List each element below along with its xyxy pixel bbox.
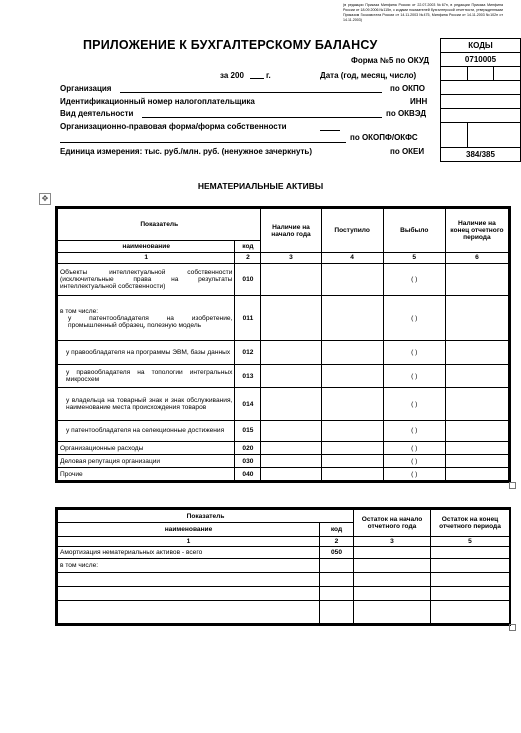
t2-start-header: Остаток на начало отчетного года xyxy=(354,510,431,537)
cell-end[interactable] xyxy=(445,388,508,420)
table-row xyxy=(58,455,509,468)
cell-out[interactable]: ( ) xyxy=(383,296,445,341)
t1-colnum: 1 xyxy=(58,253,235,264)
org-line[interactable] xyxy=(120,92,382,93)
row-code: 011 xyxy=(235,296,261,341)
cell-out[interactable]: ( ) xyxy=(383,468,445,481)
row-code: 040 xyxy=(235,468,261,481)
cell-end[interactable] xyxy=(431,559,510,573)
table-row xyxy=(58,364,509,388)
row-code[interactable] xyxy=(320,573,354,587)
cell-start[interactable] xyxy=(261,341,321,365)
cell-out[interactable]: ( ) xyxy=(383,341,445,365)
row-code[interactable] xyxy=(320,587,354,601)
cell-start[interactable] xyxy=(354,587,431,601)
cell-in[interactable] xyxy=(321,442,383,455)
table-row xyxy=(58,547,510,559)
table-row xyxy=(58,341,509,365)
row-code: 014 xyxy=(235,388,261,420)
table-row xyxy=(58,601,510,624)
table-row xyxy=(58,388,509,420)
t1-colnum: 4 xyxy=(321,253,383,264)
table-row xyxy=(58,587,510,601)
cell-end[interactable] xyxy=(445,468,508,481)
table-resize-handle[interactable] xyxy=(509,624,516,631)
cell-start[interactable] xyxy=(354,573,431,587)
cell-end[interactable] xyxy=(431,601,510,624)
org-label: Организация xyxy=(60,84,112,93)
t2-end-header: Остаток на конец отчетного периода xyxy=(431,510,510,537)
row-code: 013 xyxy=(235,364,261,388)
cell-in[interactable] xyxy=(321,263,383,295)
cell-out[interactable]: ( ) xyxy=(383,263,445,295)
t1-indicator-header: Показатель xyxy=(58,209,261,241)
cell-in[interactable] xyxy=(321,364,383,388)
row-code: 050 xyxy=(320,547,354,559)
t2-colnum: 1 xyxy=(58,537,320,547)
page-title: ПРИЛОЖЕНИЕ К БУХГАЛТЕРСКОМУ БАЛАНСУ xyxy=(83,38,378,52)
table-row xyxy=(58,468,509,481)
cell-end[interactable] xyxy=(431,547,510,559)
t1-colnum: 2 xyxy=(235,253,261,264)
legal-form-label: Организационно-правовая форма/форма собственности xyxy=(60,122,287,131)
cell-end[interactable] xyxy=(445,420,508,442)
cell-in[interactable] xyxy=(321,455,383,468)
table-row xyxy=(58,573,510,587)
date-year-cell[interactable] xyxy=(441,67,468,81)
cell-end[interactable] xyxy=(445,263,508,295)
row-name: Прочие xyxy=(58,468,235,481)
okei-code[interactable]: 384/385 xyxy=(441,148,521,162)
cell-start[interactable] xyxy=(354,559,431,573)
cell-in[interactable] xyxy=(321,420,383,442)
table-row xyxy=(58,442,509,455)
row-code: 015 xyxy=(235,420,261,442)
row-subheading: в том числе: xyxy=(60,307,99,315)
row-name[interactable] xyxy=(58,587,320,601)
cell-out[interactable]: ( ) xyxy=(383,364,445,388)
cell-start[interactable] xyxy=(261,364,321,388)
cell-start[interactable] xyxy=(354,601,431,624)
table-resize-handle[interactable] xyxy=(509,482,516,489)
units-label: Единица измерения: тыс. руб./млн. руб. (ненужное зачеркнуть) xyxy=(60,147,312,156)
cell-start[interactable] xyxy=(354,547,431,559)
t2-colnum: 3 xyxy=(354,537,431,547)
row-name: Амортизация нематериальных активов - всего xyxy=(58,547,320,559)
row-name: Организационные расходы xyxy=(58,442,235,455)
row-name[interactable] xyxy=(58,601,320,624)
cell-out[interactable]: ( ) xyxy=(383,388,445,420)
table-row xyxy=(58,296,509,341)
okved-cell[interactable] xyxy=(441,109,521,123)
t1-colnum: 6 xyxy=(445,253,508,264)
cell-start[interactable] xyxy=(261,263,321,295)
row-name: у патентообладателя на селекционные достижения xyxy=(58,420,235,442)
t1-name-header: наименование xyxy=(58,241,235,253)
row-subname: у патентообладателя на изобретение, промышленный образец, полезную модель xyxy=(68,314,233,329)
cell-in[interactable] xyxy=(321,296,383,341)
t1-colnum: 5 xyxy=(383,253,445,264)
okved-label: по ОКВЭД xyxy=(386,109,427,118)
okei-label: по ОКЕИ xyxy=(390,147,425,156)
cell-in[interactable] xyxy=(321,468,383,481)
cell-start[interactable] xyxy=(261,455,321,468)
cell-start[interactable] xyxy=(261,296,321,341)
t2-name-header: наименование xyxy=(58,523,320,537)
row-code: 020 xyxy=(235,442,261,455)
codes-header: КОДЫ xyxy=(441,39,521,53)
cell-end[interactable] xyxy=(445,296,508,341)
cell-end[interactable] xyxy=(431,587,510,601)
regulation-note: (в редакции Приказа Минфина России от 22.07.2003 №67н, в редакции Приказа Минфина России от 18.09.2006 №115н, с кодами показателей бухгалтерской отчетности, утвержденными Приказом Госкомстата России от 14.11.2003 №475, Минфина России от 14.11.2003 №102н от 14.11.2003) xyxy=(343,3,503,22)
t2-code-header: код xyxy=(320,523,354,537)
t1-colnum: 3 xyxy=(261,253,321,264)
inn-description: Идентификационный номер налогоплательщика xyxy=(60,97,255,106)
t1-out-header: Выбыло xyxy=(383,209,445,253)
cell-end[interactable] xyxy=(445,364,508,388)
cell-start[interactable] xyxy=(261,442,321,455)
t1-end-header: Наличие на конец отчетного периода xyxy=(445,209,508,253)
codes-grid xyxy=(440,38,521,162)
inn-label: ИНН xyxy=(410,97,428,106)
row-code: 010 xyxy=(235,263,261,295)
cell-out[interactable]: ( ) xyxy=(383,420,445,442)
okud-code[interactable]: 0710005 xyxy=(441,53,521,67)
intangible-assets-table xyxy=(55,206,511,483)
cell-end[interactable] xyxy=(445,455,508,468)
okopf-label: по ОКОПФ/ОКФС xyxy=(350,133,418,142)
section-title: НЕМАТЕРИАЛЬНЫЕ АКТИВЫ xyxy=(197,181,324,191)
cell-in[interactable] xyxy=(321,341,383,365)
cell-out[interactable]: ( ) xyxy=(383,442,445,455)
row-name xyxy=(58,296,235,341)
row-name: у правообладателя на топологии интегральных микросхем xyxy=(58,364,235,388)
table-row xyxy=(58,263,509,295)
period-year-line[interactable] xyxy=(250,78,264,79)
okopf-cell[interactable] xyxy=(441,123,468,148)
amortization-table xyxy=(55,507,511,626)
cell-end[interactable] xyxy=(445,442,508,455)
cell-end[interactable] xyxy=(431,573,510,587)
cell-out[interactable]: ( ) xyxy=(383,455,445,468)
cell-in[interactable] xyxy=(321,388,383,420)
row-name: Объекты интеллектуальной собственности (исключительные права на результаты интеллектуальной собственности) xyxy=(58,263,235,295)
okpo-label: по ОКПО xyxy=(390,84,426,93)
period-prefix: за 200 xyxy=(220,71,244,80)
activity-label: Вид деятельности xyxy=(60,109,134,118)
inn-cell[interactable] xyxy=(441,95,521,109)
row-name: у владельца на товарный знак и знак обслуживания, наименование места происхождения товаров xyxy=(58,388,235,420)
activity-line[interactable] xyxy=(142,117,382,118)
okpo-cell[interactable] xyxy=(441,81,521,95)
row-code[interactable] xyxy=(320,601,354,624)
row-name: у правообладателя на программы ЭВМ, базы данных xyxy=(58,341,235,365)
row-code: 030 xyxy=(235,455,261,468)
move-handle-icon[interactable]: ✥ xyxy=(39,193,51,205)
date-day-cell[interactable] xyxy=(494,67,521,81)
row-name[interactable] xyxy=(58,573,320,587)
cell-end[interactable] xyxy=(445,341,508,365)
t1-code-header: код xyxy=(235,241,261,253)
period-suffix: г. xyxy=(266,71,271,80)
date-month-cell[interactable] xyxy=(467,67,494,81)
okfs-cell[interactable] xyxy=(467,123,520,148)
row-name: Деловая репутация организации xyxy=(58,455,235,468)
t2-colnum: 5 xyxy=(431,537,510,547)
t2-colnum: 2 xyxy=(320,537,354,547)
cell-start[interactable] xyxy=(261,420,321,442)
table-row xyxy=(58,559,510,573)
t1-start-header: Наличие на начало года xyxy=(261,209,321,253)
row-code: 012 xyxy=(235,341,261,365)
legal-form-line[interactable] xyxy=(320,130,340,131)
table-row xyxy=(58,420,509,442)
cell-start[interactable] xyxy=(261,468,321,481)
date-label: Дата (год, месяц, число) xyxy=(320,71,417,80)
form-okud-label: Форма №5 по ОКУД xyxy=(351,56,430,65)
row-code xyxy=(320,559,354,573)
row-name: в том числе: xyxy=(58,559,320,573)
t2-indicator-header: Показатель xyxy=(58,510,354,523)
legal-form-line-2[interactable] xyxy=(60,142,346,143)
cell-start[interactable] xyxy=(261,388,321,420)
t1-in-header: Поступило xyxy=(321,209,383,253)
